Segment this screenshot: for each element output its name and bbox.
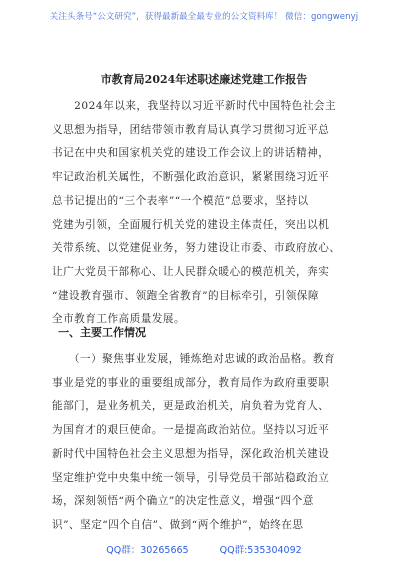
top-promo-banner: 关注头条号“公文研究”，获得最新最全最专业的公文资料库！ 微信：gongwenyj (49, 12, 359, 22)
intro-line: 党建为引领，全面履行机关党的建设主体责任，突出以机 (52, 218, 330, 231)
section-paragraph (52, 348, 362, 538)
bottom-qq-banner (0, 542, 408, 556)
section-line: 坚定维护党中央集中统一领导，引导党员干部站稳政治立 (52, 471, 330, 484)
intro-line: 全市教育工作高质量发展。 (52, 313, 186, 326)
section-line: 新时代中国特色社会主义思想为指导，深化政治机关建设 (52, 447, 330, 460)
section-line: 识”、坚定“四个自信”、做到“两个维护”，始终在思 (52, 518, 304, 531)
intro-line: 让广大党员干部称心、让人民群众暖心的模范机关，奔实 (52, 265, 330, 278)
qq-group-1: QQ群：30265665 (106, 545, 189, 556)
intro-line: 牢记政治机关属性，不断强化政治意识，紧紧围绕习近平 (52, 171, 330, 184)
section-line: 场，深刻领悟“两个确立”的决定性意义，增强“四个意 (52, 495, 314, 508)
intro-line: 总书记提出的“三个表率”“一个模范”总要求，坚持以 (52, 194, 309, 207)
intro-line: “建设教育强市、领跑全省教育”的目标牵引，引领保障 (52, 289, 319, 302)
intro-line: 2024年以来，我坚持以习近平新时代中国特色社会主 (52, 100, 337, 112)
section-heading: 一、主要工作情况 (58, 326, 146, 339)
intro-line: 义思想为指导，团结带领市教育局认真学习贯彻习近平总 (52, 123, 330, 136)
intro-paragraph (52, 95, 362, 332)
qq-group-2: QQ群:535304092 (219, 545, 302, 556)
section-line: 事业是党的事业的重要组成部分，教育局作为政府重要职 (52, 376, 330, 389)
intro-line: 书记在中央和国家机关党的建设工作会议上的讲话精神， (52, 147, 330, 160)
section-line: 能部门，是业务机关，更是政治机关，肩负着为党育人、 (52, 400, 330, 413)
section-line: （一）聚焦事业发展，锤炼绝对忠诚的政治品格。教育 (52, 353, 336, 365)
section-line: 为国育才的艰巨使命。一是提高政治站位。坚持以习近平 (52, 424, 330, 437)
intro-line: 关带系统、以党建促业务，努力建设让市委、市政府放心、 (52, 242, 341, 255)
document-title: 市教育局2024年述职述廉述党建工作报告 (100, 73, 308, 86)
